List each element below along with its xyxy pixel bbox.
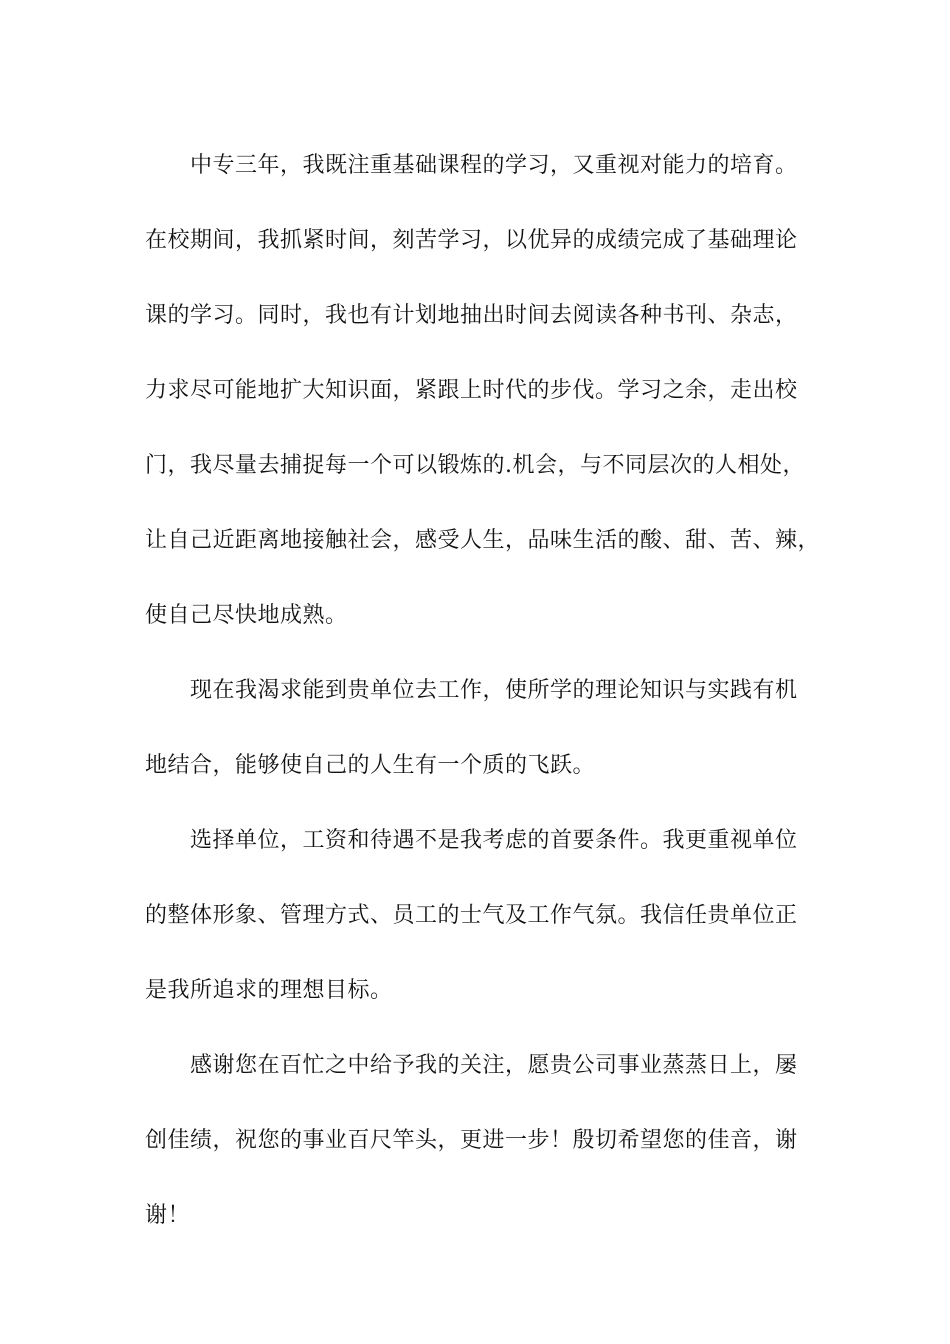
paragraph-line: 门，我尽量去捕捉每一个可以锻炼的.机会，与不同层次的人相处，	[145, 453, 805, 478]
paragraph-line: 选择单位，工资和待遇不是我考虑的首要条件。我更重视单位	[190, 828, 798, 853]
paragraph-line: 的整体形象、管理方式、员工的士气及工作气氛。我信任贵单位正	[145, 903, 798, 928]
paragraph-line: 让自己近距离地接触社会，感受人生，品味生活的酸、甜、苦、辣，	[145, 528, 821, 553]
paragraph-line: 谢！	[145, 1203, 191, 1228]
paragraph-line: 现在我渴求能到贵单位去工作，使所学的理论知识与实践有机	[190, 678, 798, 703]
paragraph-line: 是我所追求的理想目标。	[145, 978, 393, 1003]
paragraph-thanks	[145, 1028, 825, 1253]
paragraph-line: 中专三年，我既注重基础课程的学习，又重视对能力的培育。	[190, 153, 798, 178]
paragraph-line: 创佳绩，祝您的事业百尺竿头，更进一步！殷切希望您的佳音，谢	[145, 1128, 798, 1153]
paragraph-aspiration	[145, 653, 825, 803]
paragraph-line: 课的学习。同时，我也有计划地抽出时间去阅读各种书刊、杂志，	[145, 303, 798, 328]
paragraph-line: 使自己尽快地成熟。	[145, 603, 348, 628]
paragraph-line: 地结合，能够使自己的人生有一个质的飞跃。	[145, 753, 596, 778]
paragraph-line: 感谢您在百忙之中给予我的关注，愿贵公司事业蒸蒸日上，屡	[190, 1053, 798, 1078]
paragraph-choice	[145, 803, 825, 1028]
paragraph-line: 在校期间，我抓紧时间，刻苦学习，以优异的成绩完成了基础理论	[145, 228, 798, 253]
letter-body	[145, 128, 825, 1253]
paragraph-line: 力求尽可能地扩大知识面，紧跟上时代的步伐。学习之余，走出校	[145, 378, 798, 403]
paragraph-study	[145, 128, 825, 653]
